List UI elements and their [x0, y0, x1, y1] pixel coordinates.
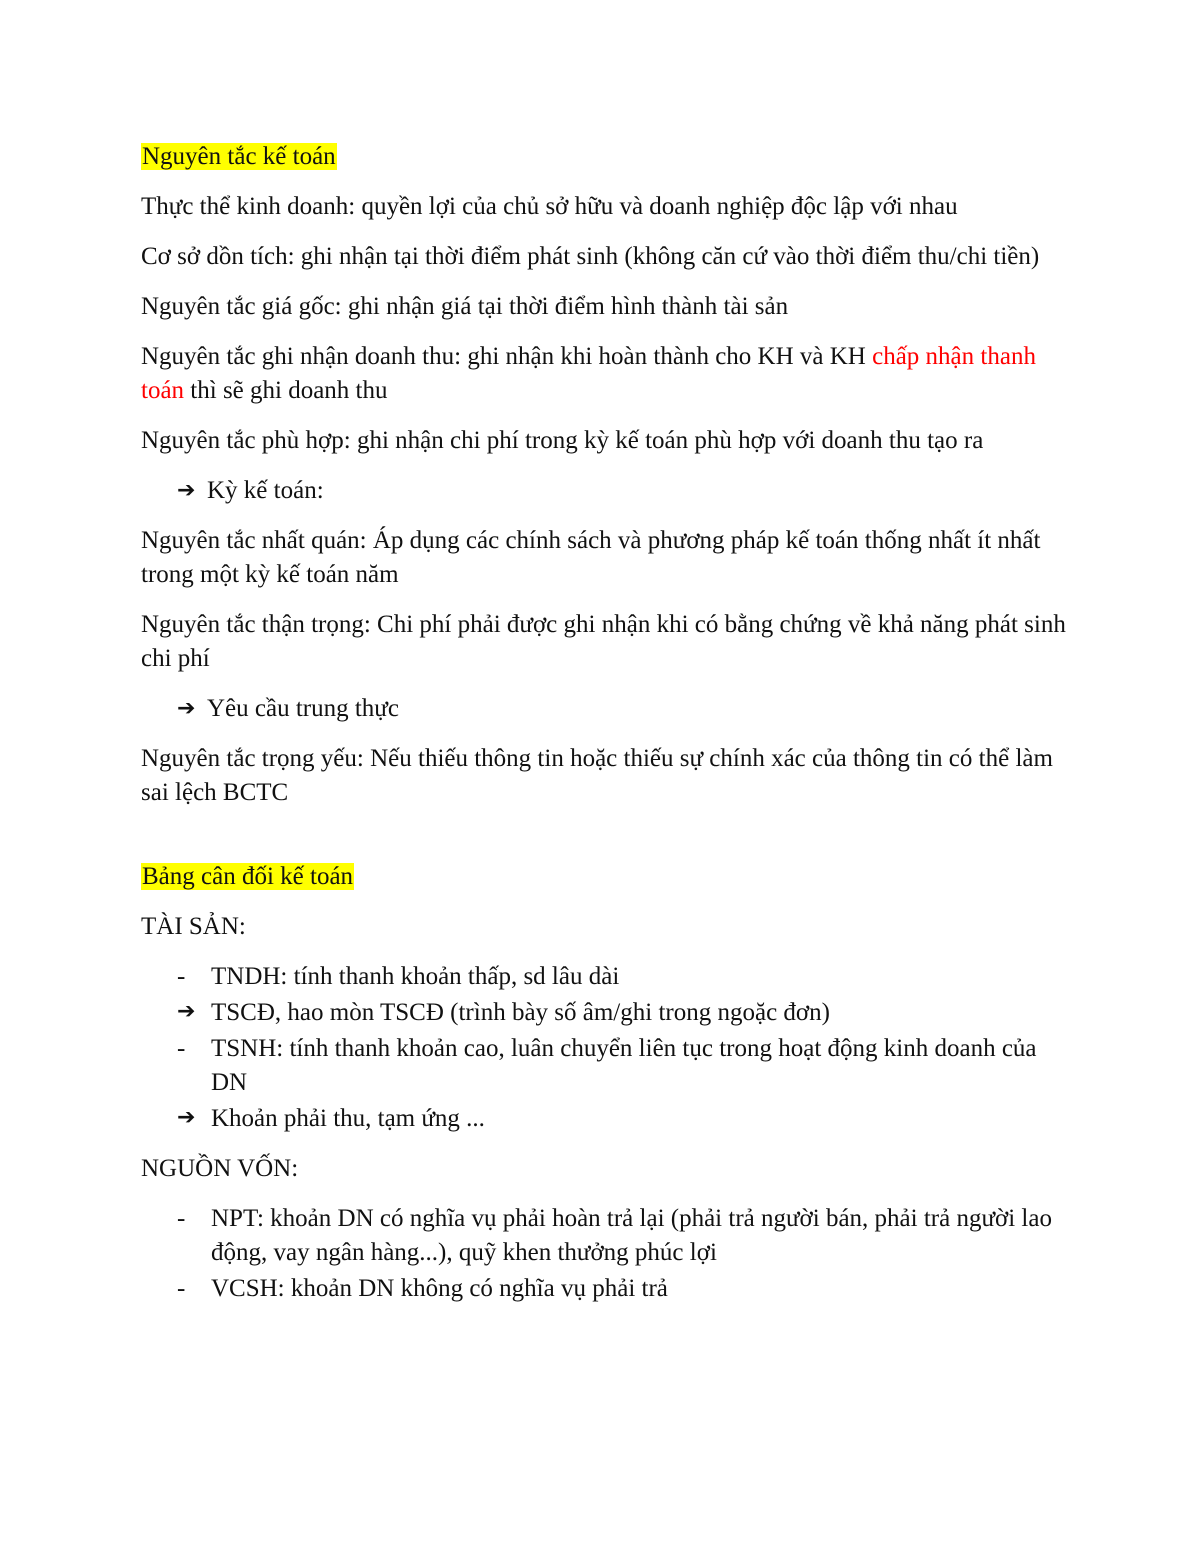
list-item: ➔ TSCĐ, hao mòn TSCĐ (trình bày số âm/ghi trong ngoặc đơn)	[141, 996, 1071, 1030]
sources-list	[141, 1202, 1071, 1306]
dash-marker: -	[177, 1035, 186, 1062]
dash-marker: -	[177, 1205, 186, 1232]
list-item: ➔ Khoản phải thu, tạm ứng ...	[141, 1102, 1071, 1136]
spacer	[141, 826, 1071, 860]
list-item: - VCSH: khoản DN không có nghĩa vụ phải trả	[141, 1272, 1071, 1306]
arrow-line-honesty	[141, 692, 1071, 726]
arrow-line-text: Kỳ kế toán:	[207, 477, 324, 504]
sources-label: NGUỒN VỐN:	[141, 1155, 299, 1182]
arrow-right-icon: ➔	[177, 478, 196, 503]
list-item: - TNDH: tính thanh khoản thấp, sd lâu dài	[141, 960, 1071, 994]
dash-marker: -	[177, 1275, 186, 1302]
paragraph-prudence: Nguyên tắc thận trọng: Chi phí phải được ghi nhận khi có bằng chứng về khả năng phát sinh chi phí	[141, 611, 1066, 672]
section-title-balance-sheet	[141, 860, 1071, 894]
revenue-text-red: chấp nhận thanh toán	[141, 343, 1036, 404]
document-body	[141, 140, 1071, 1322]
paragraph-materiality: Nguyên tắc trọng yếu: Nếu thiếu thông tin hoặc thiếu sự chính xác của thông tin có thể làm sai lệch BCTC	[141, 745, 1053, 806]
assets-list	[141, 960, 1071, 1136]
arrow-right-icon: ➔	[177, 696, 196, 721]
arrow-line-accounting-period	[141, 474, 1071, 508]
paragraph-historical-cost: Nguyên tắc giá gốc: ghi nhận giá tại thời điểm hình thành tài sản	[141, 293, 789, 320]
assets-label: TÀI SẢN:	[141, 913, 246, 940]
paragraph-matching: Nguyên tắc phù hợp: ghi nhận chi phí trong kỳ kế toán phù hợp với doanh thu tạo ra	[141, 427, 984, 454]
arrow-right-icon: ➔	[177, 999, 196, 1024]
arrow-right-icon: ➔	[177, 1105, 196, 1130]
paragraph-accrual-basis: Cơ sở dồn tích: ghi nhận tại thời điểm phát sinh (không căn cứ vào thời điểm thu/chi tiền)	[141, 243, 1040, 270]
paragraph-business-entity: Thực thể kinh doanh: quyền lợi của chủ sở hữu và doanh nghiệp độc lập với nhau	[141, 193, 958, 220]
highlighted-title: Bảng cân đối kế toán	[142, 863, 354, 890]
paragraph-revenue-recognition	[141, 340, 1071, 408]
dash-marker: -	[177, 963, 186, 990]
revenue-text-before: Nguyên tắc ghi nhận doanh thu: ghi nhận khi hoàn thành cho KH và KH	[141, 343, 873, 370]
paragraph-consistency: Nguyên tắc nhất quán: Áp dụng các chính sách và phương pháp kế toán thống nhất ít nhất trong một kỳ kế toán năm	[141, 527, 1041, 588]
revenue-text-after: thì sẽ ghi doanh thu	[184, 377, 388, 404]
highlighted-title: Nguyên tắc kế toán	[142, 143, 336, 170]
list-item: - NPT: khoản DN có nghĩa vụ phải hoàn trả lại (phải trả người bán, phải trả người lao động, vay ngân hàng...), quỹ khen thưởng phúc lợi	[141, 1202, 1071, 1270]
section-title-accounting-principles	[141, 140, 1071, 174]
list-item: - TSNH: tính thanh khoản cao, luân chuyển liên tục trong hoạt động kinh doanh của DN	[141, 1032, 1071, 1100]
arrow-line-text: Yêu cầu trung thực	[207, 695, 399, 722]
